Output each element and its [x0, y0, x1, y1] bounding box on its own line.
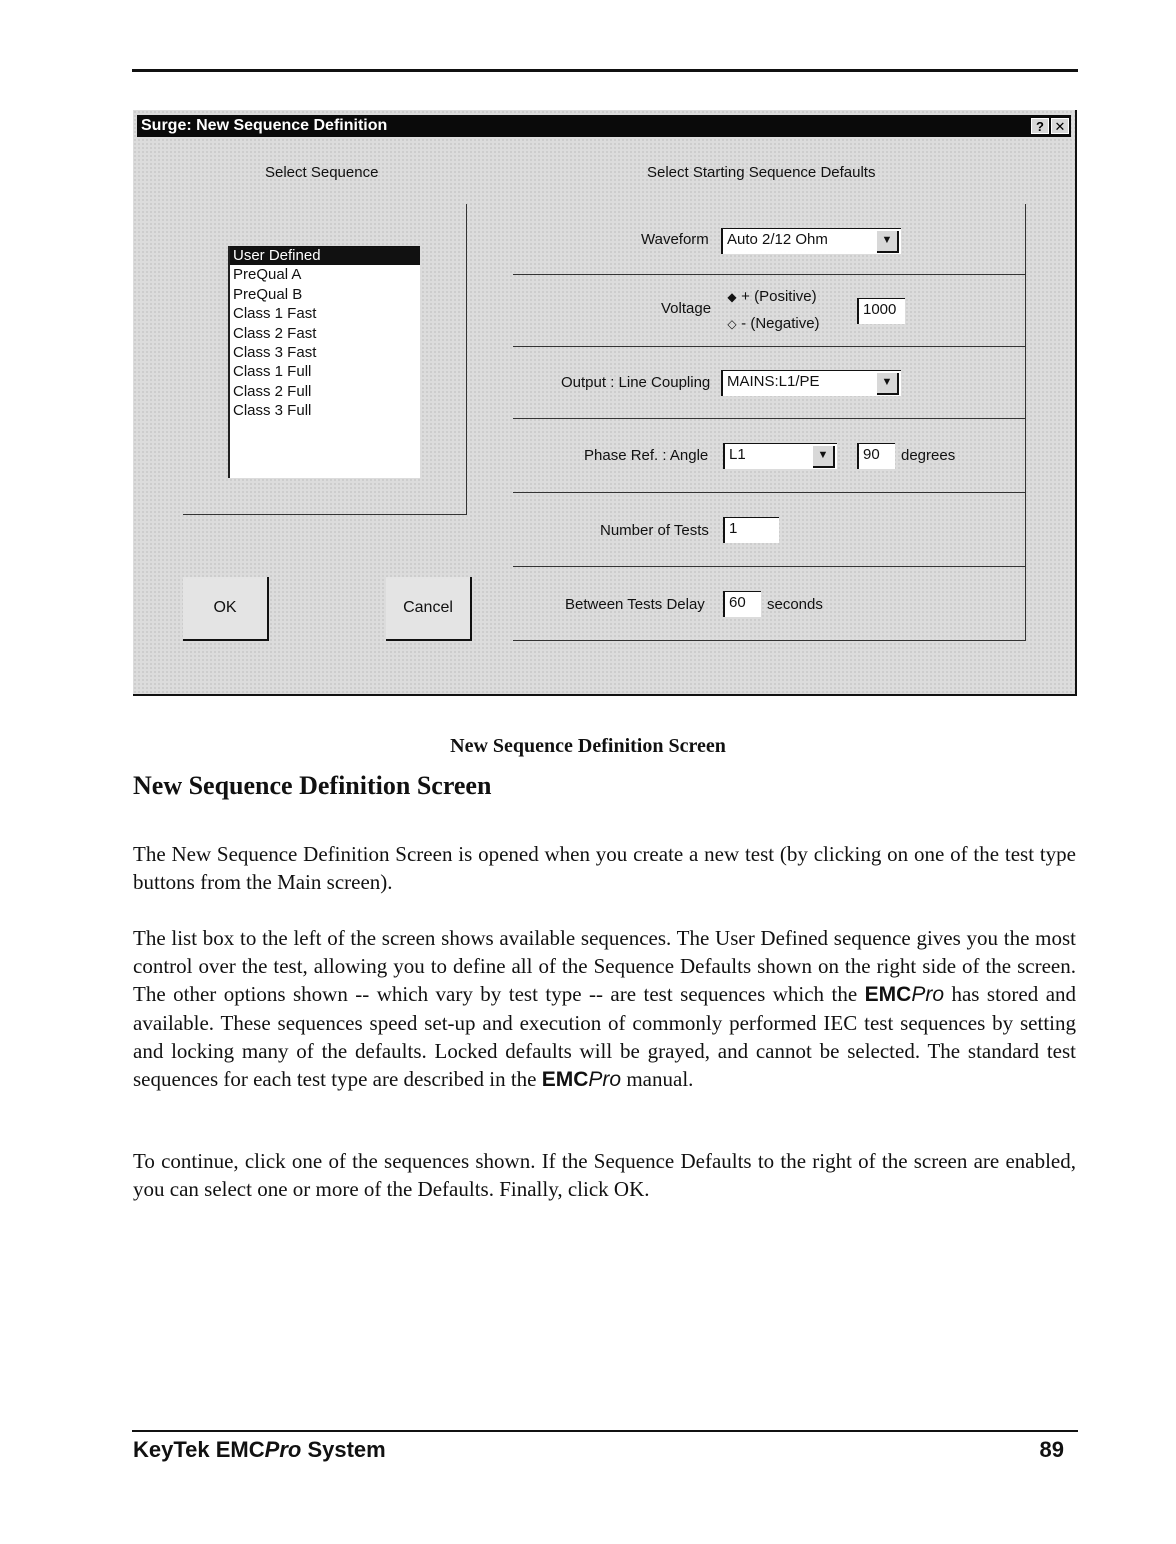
brand-name: EMCPro [541, 1068, 622, 1091]
list-item[interactable]: Class 2 Full [233, 382, 312, 400]
list-item[interactable]: PreQual A [233, 266, 302, 284]
sequence-dialog [133, 110, 1077, 696]
phase-value: L1 [729, 446, 746, 463]
num-tests-input[interactable]: 1 [723, 517, 779, 543]
sequence-listbox[interactable] [228, 246, 420, 478]
help-button[interactable]: ? [1031, 118, 1049, 134]
chevron-down-icon[interactable]: ▼ [813, 446, 835, 468]
dialog-titlebar [137, 115, 1071, 137]
delay-label: Between Tests Delay [565, 596, 705, 613]
chevron-down-icon[interactable]: ▼ [877, 373, 899, 395]
list-item[interactable]: PreQual B [233, 285, 303, 303]
angle-input[interactable]: 90 [857, 443, 895, 469]
section-heading: New Sequence Definition Screen [133, 771, 492, 800]
seconds-label: seconds [767, 596, 823, 613]
positive-label: + (Positive) [741, 288, 817, 305]
list-item[interactable]: Class 2 Fast [233, 324, 317, 342]
negative-label: - (Negative) [741, 315, 820, 332]
list-item[interactable]: Class 3 Full [233, 402, 312, 420]
paragraph-1: The New Sequence Definition Screen is opened when you create a new test (by clicking on one of the test type buttons from the Main screen). [133, 842, 1076, 894]
paragraph-2-part-c: manual. [626, 1067, 694, 1091]
paragraph-2-part-b: has stored and available. These sequences speed set-up and execution of commonly performed IEC test sequences by setting and locking many of the defaults. Locked defaults will be grayed, and cannot be selected. The standard test sequences for each test type are described in the [133, 982, 1077, 1091]
paragraph-2 [133, 924, 1076, 1094]
output-value: MAINS:L1/PE [727, 373, 820, 390]
ok-button[interactable]: OK [183, 577, 269, 641]
defaults-label: Select Starting Sequence Defaults [647, 164, 876, 181]
delay-input[interactable]: 60 [723, 591, 761, 617]
voltage-label: Voltage [661, 300, 712, 317]
waveform-value: Auto 2/12 Ohm [727, 231, 828, 248]
output-select[interactable] [721, 370, 901, 396]
phase-select[interactable] [723, 443, 837, 469]
phase-label: Phase Ref. : Angle [584, 447, 709, 464]
waveform-select[interactable] [721, 228, 901, 254]
negative-radio[interactable] [727, 315, 820, 332]
radio-selected-icon: ◆ [727, 290, 737, 304]
paragraph-3: To continue, click one of the sequences shown. If the Sequence Defaults to the right of the screen are enabled, you can select one or more of the Defaults. Finally, click OK. [133, 1149, 1076, 1201]
positive-radio[interactable] [727, 288, 817, 305]
page-number: 89 [1039, 1437, 1064, 1462]
list-item[interactable]: User Defined [230, 246, 420, 265]
select-sequence-label: Select Sequence [265, 164, 379, 181]
dialog-title: Surge: New Sequence Definition [141, 117, 388, 134]
top-rule [132, 69, 1078, 72]
bottom-rule [132, 1430, 1078, 1432]
output-label: Output : Line Coupling [561, 374, 711, 391]
waveform-label: Waveform [641, 231, 709, 248]
radio-unselected-icon: ◇ [727, 317, 737, 331]
close-button[interactable]: ✕ [1051, 118, 1069, 134]
list-item[interactable]: Class 1 Full [233, 363, 312, 381]
degrees-label: degrees [901, 447, 956, 464]
voltage-row [513, 274, 1026, 347]
footer-title: KeyTek EMCPro System [133, 1437, 386, 1462]
cancel-button[interactable]: Cancel [386, 577, 472, 641]
chevron-down-icon[interactable]: ▼ [877, 231, 899, 253]
list-item[interactable]: Class 3 Fast [233, 343, 317, 361]
paragraph-2-part-a: The list box to the left of the screen shows available sequences. The User Defined sequence gives you the most control over the test, allowing you to define all of the Sequence Defaults shown on the right side of the screen. The other options shown -- which vary by test type -- are test sequences which the [133, 926, 1076, 1006]
brand-name: EMCPro [864, 983, 944, 1006]
figure-caption: New Sequence Definition Screen [450, 735, 726, 757]
list-item[interactable]: Class 1 Fast [233, 305, 317, 323]
voltage-input[interactable]: 1000 [857, 298, 905, 324]
num-tests-label: Number of Tests [600, 522, 709, 539]
